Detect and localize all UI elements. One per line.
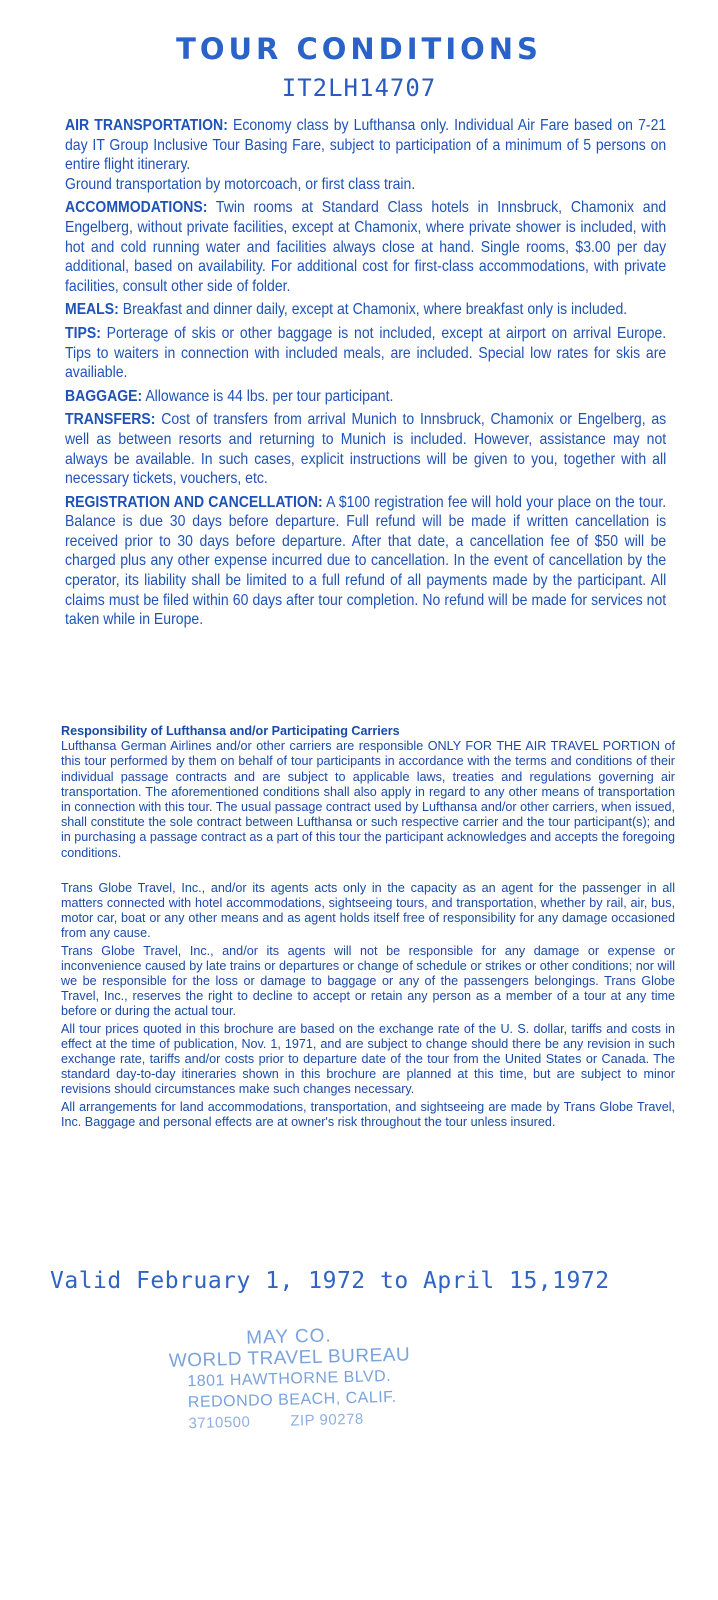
stamp-phone: 3710500	[188, 1413, 251, 1433]
agency-stamp	[158, 1322, 461, 1435]
section-text: Porterage of skis or other baggage is not included, except at airport on arrival Europe. Tips to waiters in connection with included meals, are included. Special low rates for skis are availiable.	[65, 324, 667, 382]
section-heading: MEALS:	[65, 301, 119, 319]
stamp-line-company: MAY CO.	[245, 1325, 332, 1349]
section-extra-text: Ground transportation by motorcoach, or first class train.	[65, 175, 416, 193]
section-heading: TRANSFERS:	[65, 411, 156, 429]
section-text: Twin rooms at Standard Class hotels in Innsbruck, Chamonix and Engelberg, without private facilities, except at Chamonix, where private shower is included, with hot and cold running water and facilities always close at hand. Single rooms, $3.00 per day additional, based on availability. For additional cost for first-class accommodations, with private facilities, consult other side of folder.	[65, 199, 667, 295]
section-air-transportation	[65, 116, 666, 194]
section-meals	[65, 300, 666, 320]
section-heading: BAGGAGE:	[65, 387, 143, 405]
stamp-line-city: REDONDO BEACH, CALIF.	[187, 1388, 397, 1412]
section-heading: REGISTRATION AND CANCELLATION:	[65, 493, 323, 511]
fine-print	[61, 724, 675, 1132]
liability-paragraph: Trans Globe Travel, Inc., and/or its agents will not be responsible for any damage or expense or inconvenience caused by late trains or departures or change of schedule or strikes or other conditions; nor will we be responsible for the loss or damage to baggage or any of the passengers belongings. Trans Globe Travel, Inc., reserves the right to decline to accept or retain any person as a member of a tour at any time before or during the actual tour.	[61, 943, 675, 1019]
section-text: A $100 registration fee will hold your place on the tour. Balance is due 30 days before departure. Full refund will be made if written cancellation is received prior to 30 days before departure. After that date, a cancellation fee of $50 will be charged plus any other expense incurred due to cancellation. In the event of cancellation by the cperator, its liability shall be limited to a full refund of all payments made by the participant. All claims must be filed within 60 days after tour completion. No refund will be made for services not taken while in Europe.	[65, 493, 667, 629]
section-tips	[65, 324, 666, 383]
carrier-responsibility-paragraph: Lufthansa German Airlines and/or other carriers are responsible ONLY FOR THE AIR TRAVEL PORTION of this tour performed by them on behalf of tour participants in accordance with the terms and conditions of their individual passage contracts and are subject to applicable laws, treaties and regulations governing air transportation. The aforementioned conditions shall also apply in regard to any other means of transportation in connection with this tour. The usual passage contract used by Lufthansa and/or other carriers, when issued, shall constitute the sole contract between Lufthansa or such respective carrier and the tour participant(s); and in purchasing a passage contract as a part of this tour the participant acknowledges and accepts the foregoing conditions.	[61, 739, 675, 860]
section-heading: AIR TRANSPORTATION:	[65, 117, 228, 134]
validity-dates: Valid February 1, 1972 to April 15,1972	[50, 1268, 610, 1294]
section-accommodations	[65, 198, 666, 296]
conditions-sections	[65, 116, 666, 634]
section-baggage	[65, 387, 666, 407]
stamp-line-street: 1801 HAWTHORNE BLVD.	[187, 1367, 392, 1391]
stamp-line-bureau: WORLD TRAVEL BUREAU	[168, 1344, 411, 1372]
section-text: Breakfast and dinner daily, except at Chamonix, where breakfast only is included.	[118, 301, 628, 319]
page-title: TOUR CONDITIONS	[176, 32, 542, 66]
section-text: Cost of transfers from arrival Munich to Innsbruck, Chamonix or Engelberg, as well as between resorts and returning to Munich is included. However, assistance may not always be available. In such cases, explicit instructions will be given to you, together with all necessary tickets, vouchers, etc.	[65, 411, 667, 488]
section-transfers	[65, 410, 666, 488]
arrangements-paragraph: All arrangements for land accommodations, transportation, and sightseeing are made by Trans Globe Travel, Inc. Baggage and personal effects are at owner's risk throughout the tour unless insured.	[61, 1099, 675, 1129]
section-registration-cancellation	[65, 493, 666, 630]
section-text: Economy class by Lufthansa only. Individual Air Fare based on 7-21 day IT Group Inclusive Tour Basing Fare, subject to participation of a minimum of 5 persons on entire flight itinerary.	[65, 117, 667, 174]
paragraph-gap	[61, 863, 675, 881]
stamp-zip: ZIP 90278	[290, 1410, 364, 1430]
agent-capacity-paragraph: Trans Globe Travel, Inc., and/or its agents acts only in the capacity as an agent for the passenger in all matters connected with hotel accommodations, sightseeing tours, and transportation, whether by rail, air, bus, motor car, boat or any other means and as agent holds itself free of responsibility for any damage occasioned from any cause.	[61, 880, 675, 941]
section-heading: ACCOMMODATIONS:	[65, 199, 208, 217]
tour-code: IT2LH14707	[281, 74, 437, 102]
section-heading: TIPS:	[65, 324, 101, 342]
fine-print-heading: Responsibility of Lufthansa and/or Participating Carriers	[61, 724, 400, 738]
prices-paragraph: All tour prices quoted in this brochure are based on the exchange rate of the U. S. dollar, tariffs and costs in effect at the time of publication, Nov. 1, 1971, and are subject to change should there be any revision in such exchange rate, tariffs and/or costs prior to departure date of the tour from the United States or Canada. The standard day-to-day itineraries shown in this brochure are planned at this time, but are subject to minor revisions should circumstances make such changes necessary.	[61, 1021, 675, 1097]
section-text: Allowance is 44 lbs. per tour participant.	[142, 387, 394, 405]
